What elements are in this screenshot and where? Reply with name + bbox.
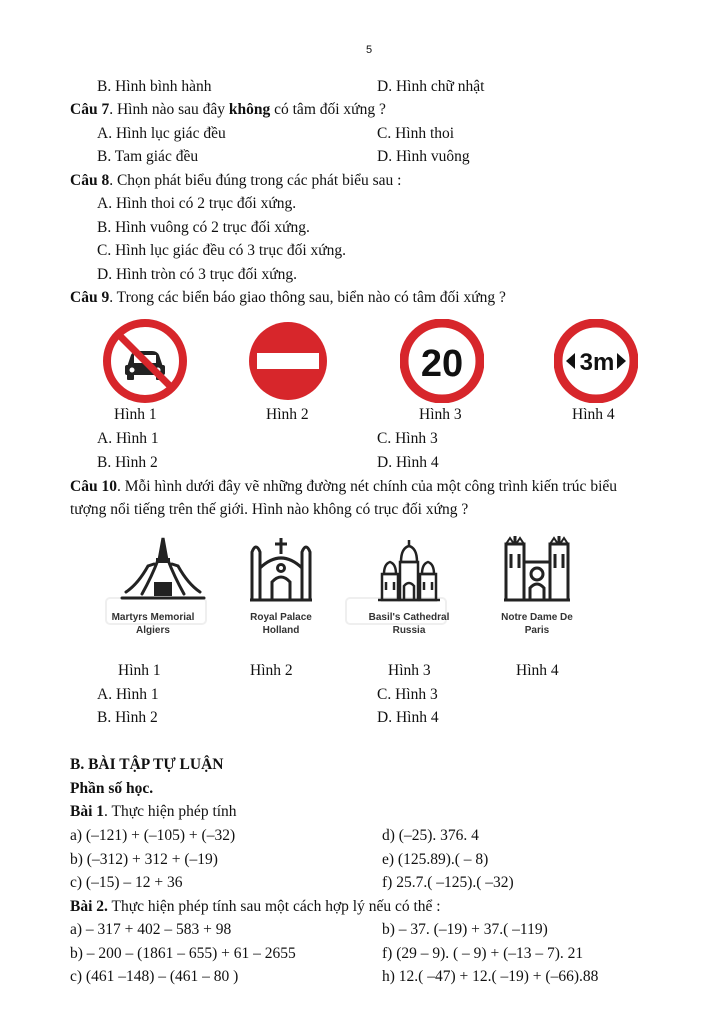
building-caption-4 [482, 611, 592, 637]
bai2-heading [70, 898, 441, 916]
bai1-item-f: f) 25.7.( –125).( –32) [382, 874, 514, 891]
q8-label: Câu 8 [70, 172, 110, 189]
royal-palace-icon [248, 534, 314, 604]
q9-label: Câu 9 [70, 289, 110, 306]
q9-text: . Trong các biển báo giao thông sau, biển nào có tâm đối xứng ? [109, 289, 506, 306]
q8-text: . Chọn phát biểu đúng trong các phát biểu sau : [109, 172, 402, 189]
building-caption-3-line2: Russia [392, 625, 426, 636]
width-limit-text: 3m [579, 349, 615, 376]
q7-label: Câu 7 [70, 101, 110, 118]
martyrs-memorial-icon [118, 534, 208, 604]
building-caption-3 [354, 611, 464, 637]
width-limit-sign-icon [554, 319, 638, 403]
section-b-title: B. BÀI TẬP TỰ LUẬN [70, 756, 224, 773]
bai1-heading [70, 803, 237, 821]
basils-cathedral-icon [376, 538, 442, 604]
bai2-item-e: c) (461 –148) – (461 – 80 ) [70, 968, 239, 985]
no-car-sign-icon [103, 319, 187, 403]
speed-limit-20-sign-icon [400, 319, 484, 403]
bai1-item-a: a) (–121) + (–105) + (–32) [70, 827, 236, 844]
q7-option-a: A. Hình lục giác đều [97, 125, 226, 142]
q10-option-b: B. Hình 2 [97, 709, 158, 726]
q7-text-post: có tâm đối xứng ? [270, 101, 386, 118]
q8-option-a: A. Hình thoi có 2 trục đối xứng. [97, 195, 297, 212]
q8-option-d: D. Hình tròn có 3 trục đối xứng. [97, 266, 297, 283]
q7-option-c: C. Hình thoi [377, 125, 455, 142]
building-caption-2-line1: Royal Palace [250, 612, 312, 623]
q10-option-c: C. Hình 3 [377, 686, 438, 703]
q10-figure-label-1: Hình 1 [118, 662, 161, 679]
q9-option-b: B. Hình 2 [97, 454, 158, 471]
building-caption-1 [98, 611, 208, 637]
notre-dame-icon [502, 534, 572, 604]
bai2-item-f: h) 12.( –47) + 12.( –19) + (–66).88 [382, 968, 599, 985]
bai2-item-b: b) – 37. (–19) + 37.( –119) [382, 921, 548, 938]
q7-question [70, 101, 386, 119]
bai2-item-a: a) – 317 + 402 – 583 + 98 [70, 921, 232, 938]
q10-question-line1 [70, 478, 617, 496]
q10-text-line1: . Mỗi hình dưới đây vẽ những đường nét chính của một công trình kiến trúc biểu [116, 478, 618, 495]
building-caption-2-line2: Holland [262, 625, 300, 636]
building-caption-2 [226, 611, 336, 637]
q9-option-a: A. Hình 1 [97, 430, 159, 447]
bai2-text: Thực hiện phép tính sau một cách hợp lý nếu có thể : [107, 898, 441, 915]
no-entry-sign-icon [247, 320, 329, 402]
q7-text-bold: không [228, 101, 271, 118]
q9-figure-label-1: Hình 1 [114, 406, 157, 423]
section-b-subtitle: Phần số học. [70, 780, 154, 797]
q6-option-b: B. Hình bình hành [97, 78, 212, 95]
q10-label: Câu 10 [70, 478, 117, 495]
q9-question [70, 289, 506, 307]
bai2-item-c: b) – 200 – (1861 – 655) + 61 – 2655 [70, 945, 296, 962]
q9-figure-label-4: Hình 4 [572, 406, 615, 423]
q8-question [70, 172, 402, 190]
q6-option-d: D. Hình chữ nhật [377, 78, 485, 95]
q9-figure-label-3: Hình 3 [419, 406, 462, 423]
building-caption-3-line1: Basil's Cathedral [368, 612, 450, 623]
q7-text-pre: . Hình nào sau đây [109, 101, 229, 118]
q9-option-c: C. Hình 3 [377, 430, 438, 447]
q10-option-a: A. Hình 1 [97, 686, 159, 703]
bai2-label: Bài 2. [70, 898, 108, 915]
q9-figure-label-2: Hình 2 [266, 406, 309, 423]
bai1-text: . Thực hiện phép tính [104, 803, 237, 820]
building-caption-1-line2: Algiers [136, 625, 170, 636]
q7-option-b: B. Tam giác đều [97, 148, 199, 165]
q8-option-c: C. Hình lục giác đều có 3 trục đối xứng. [97, 242, 347, 259]
page-number: 5 [366, 44, 373, 56]
q8-option-b: B. Hình vuông có 2 trục đối xứng. [97, 219, 310, 236]
q9-option-d: D. Hình 4 [377, 454, 439, 471]
bai1-item-c: c) (–15) – 12 + 36 [70, 874, 183, 891]
building-caption-4-line1: Notre Dame De [501, 612, 573, 623]
q10-option-d: D. Hình 4 [377, 709, 439, 726]
q10-figure-label-3: Hình 3 [388, 662, 431, 679]
q7-option-d: D. Hình vuông [377, 148, 470, 165]
bai1-label: Bài 1 [70, 803, 105, 820]
speed-limit-text: 20 [420, 343, 464, 385]
q10-figure-label-2: Hình 2 [250, 662, 293, 679]
bai1-item-d: d) (–25). 376. 4 [382, 827, 479, 844]
q10-question-line2: tượng nổi tiếng trên thế giới. Hình nào không có trục đối xứng ? [70, 501, 469, 518]
bai1-item-e: e) (125.89).( – 8) [382, 851, 489, 868]
bai2-item-d: f) (29 – 9). ( – 9) + (–13 – 7). 21 [382, 945, 584, 962]
q10-figure-label-4: Hình 4 [516, 662, 559, 679]
building-caption-4-line2: Paris [524, 625, 550, 636]
building-caption-1-line1: Martyrs Memorial [111, 612, 195, 623]
bai1-item-b: b) (–312) + 312 + (–19) [70, 851, 218, 868]
